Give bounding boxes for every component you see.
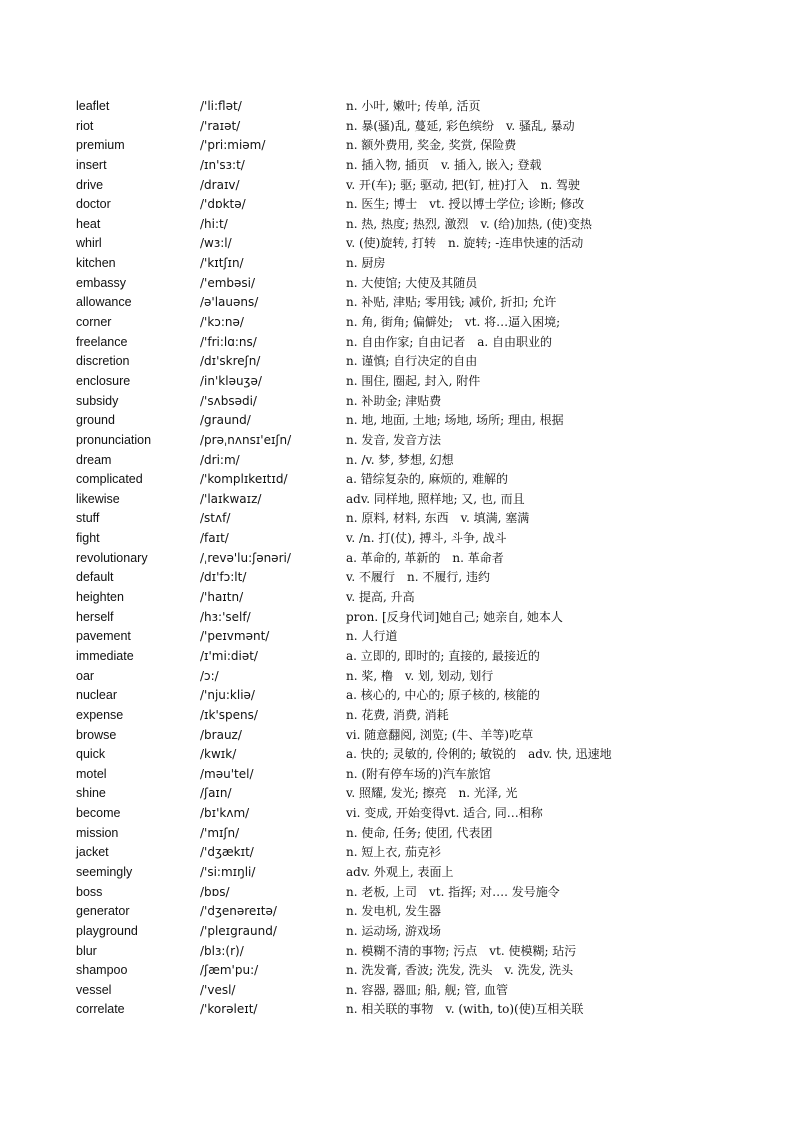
vocab-phonetic: /kwɪk/ xyxy=(200,747,237,762)
vocab-definition: v. 照耀, 发光; 擦亮 n. 光泽, 光 xyxy=(346,786,518,801)
vocab-definition: n. 相关联的事物 v. (with, to)(使)互相关联 xyxy=(346,1002,584,1017)
vocab-word: jacket xyxy=(76,845,109,860)
vocab-word: immediate xyxy=(76,648,134,663)
vocab-word: heighten xyxy=(76,590,124,605)
vocab-row xyxy=(76,922,776,942)
vocab-row xyxy=(76,313,776,333)
vocab-phonetic: /'vesl/ xyxy=(200,982,236,997)
vocab-row xyxy=(76,627,776,647)
vocab-word: blur xyxy=(76,943,97,958)
vocab-definition: n. 大使馆; 大使及其随员 xyxy=(346,275,478,290)
vocab-phonetic: /ʃaɪn/ xyxy=(200,786,232,801)
vocab-row xyxy=(76,1000,776,1020)
vocab-definition: n. 补助金; 津贴费 xyxy=(346,393,442,408)
vocab-row xyxy=(76,981,776,1001)
vocab-row xyxy=(76,942,776,962)
vocab-word: quick xyxy=(76,747,106,762)
vocab-row xyxy=(76,902,776,922)
vocab-phonetic: /ɪk'spens/ xyxy=(200,707,258,722)
vocab-phonetic: /hi:t/ xyxy=(200,216,228,231)
vocab-word: stuff xyxy=(76,511,100,526)
vocab-definition: a. 革命的, 革新的 n. 革命者 xyxy=(346,550,504,565)
vocab-phonetic: /'fri:lɑ:ns/ xyxy=(200,334,257,349)
vocab-phonetic: /dri:m/ xyxy=(200,452,240,467)
vocab-word: oar xyxy=(76,668,95,683)
vocab-definition: a. 核心的, 中心的; 原子核的, 核能的 xyxy=(346,688,540,703)
vocab-row xyxy=(76,784,776,804)
vocab-word: seemingly xyxy=(76,864,133,879)
vocab-row xyxy=(76,745,776,765)
vocab-row xyxy=(76,431,776,451)
vocab-phonetic: /'dɒktə/ xyxy=(200,197,246,212)
vocab-word: generator xyxy=(76,904,130,919)
vocab-definition: n. 厨房 xyxy=(346,256,386,271)
vocab-word: vessel xyxy=(76,982,112,997)
vocab-row xyxy=(76,804,776,824)
vocab-definition: n. 花费, 消费, 消耗 xyxy=(346,707,449,722)
vocab-phonetic: /graund/ xyxy=(200,413,251,428)
vocab-word: doctor xyxy=(76,197,111,212)
vocab-row xyxy=(76,195,776,215)
vocab-definition: n. 容器, 器皿; 船, 舰; 管, 血管 xyxy=(346,982,508,997)
vocab-row xyxy=(76,451,776,471)
vocab-definition: v. 提高, 升高 xyxy=(346,590,415,605)
vocab-definition: vi. 变成, 开始变得vt. 适合, 同…相称 xyxy=(346,806,543,821)
vocab-word: leaflet xyxy=(76,99,110,113)
vocab-word: boss xyxy=(76,884,103,899)
vocab-definition: n. 洗发膏, 香波; 洗发, 洗头 v. 洗发, 洗头 xyxy=(346,963,574,978)
vocab-word: heat xyxy=(76,216,101,231)
vocab-phonetic: /ˌrevə'lu:ʃənəri/ xyxy=(200,550,291,565)
vocab-definition: n. 自由作家; 自由记者 a. 自由职业的 xyxy=(346,334,552,349)
vocab-definition: n. 谨慎; 自行决定的自由 xyxy=(346,354,478,369)
vocab-row xyxy=(76,136,776,156)
vocab-phonetic: /dɪ'fɔ:lt/ xyxy=(200,570,247,585)
vocab-word: freelance xyxy=(76,334,128,349)
vocab-word: discretion xyxy=(76,354,130,369)
vocab-word: likewise xyxy=(76,491,120,506)
vocab-row xyxy=(76,293,776,313)
vocab-definition: n. 老板, 上司 vt. 指挥; 对…. 发号施令 xyxy=(346,884,560,899)
vocab-word: become xyxy=(76,806,121,821)
vocab-row xyxy=(76,686,776,706)
vocab-phonetic: /faɪt/ xyxy=(200,531,229,546)
vocab-row xyxy=(76,254,776,274)
vocab-word: browse xyxy=(76,727,117,742)
vocab-definition: a. 错综复杂的, 麻烦的, 难解的 xyxy=(346,472,509,487)
vocab-definition: n. /v. 梦, 梦想, 幻想 xyxy=(346,452,454,467)
vocab-row xyxy=(76,490,776,510)
vocab-definition: n. 补贴, 津贴; 零用钱; 减价, 折扣; 允许 xyxy=(346,295,557,310)
vocab-phonetic: /prəˌnʌnsɪ'eɪʃn/ xyxy=(200,432,292,447)
vocab-definition: n. 热, 热度; 热烈, 激烈 v. (给)加热, (使)变热 xyxy=(346,216,592,231)
vocab-word: embassy xyxy=(76,275,127,290)
vocab-row xyxy=(76,843,776,863)
vocabulary-list xyxy=(76,97,776,1020)
vocab-phonetic: /draɪv/ xyxy=(200,177,240,192)
vocab-row xyxy=(76,470,776,490)
vocab-word: mission xyxy=(76,825,119,840)
vocab-row xyxy=(76,411,776,431)
vocab-phonetic: /'dʒenəreɪtə/ xyxy=(200,904,277,919)
vocab-word: enclosure xyxy=(76,373,131,388)
vocab-definition: v. 开(车); 驱; 驱动, 把(钉, 桩)打入 n. 驾驶 xyxy=(346,177,581,192)
vocab-row xyxy=(76,529,776,549)
vocab-phonetic: /'si:mɪŋli/ xyxy=(200,864,256,879)
vocab-definition: n. 发电机, 发生器 xyxy=(346,904,441,919)
vocab-row xyxy=(76,117,776,137)
vocab-word: insert xyxy=(76,157,107,172)
vocab-word: kitchen xyxy=(76,256,116,271)
vocab-phonetic: /'pri:miəm/ xyxy=(200,138,266,153)
vocab-phonetic: /'dʒækɪt/ xyxy=(200,845,254,860)
vocab-definition: n. 插入物, 插页 v. 插入, 嵌入; 登载 xyxy=(346,157,542,172)
vocab-phonetic: /dɪ'skreʃn/ xyxy=(200,354,261,369)
vocab-row xyxy=(76,274,776,294)
vocab-phonetic: /'komplɪkeɪtɪd/ xyxy=(200,472,288,487)
vocab-row xyxy=(76,647,776,667)
vocab-row xyxy=(76,883,776,903)
vocab-phonetic: /wɜ:l/ xyxy=(200,236,232,251)
vocab-definition: n. 地, 地面, 土地; 场地, 场所; 理由, 根据 xyxy=(346,413,564,428)
vocab-row xyxy=(76,667,776,687)
vocab-row xyxy=(76,824,776,844)
vocab-phonetic: /'embəsi/ xyxy=(200,275,256,290)
vocab-definition: a. 立即的, 即时的; 直接的, 最接近的 xyxy=(346,648,540,663)
vocab-row xyxy=(76,392,776,412)
vocab-row xyxy=(76,961,776,981)
vocab-word: expense xyxy=(76,707,124,722)
vocab-row xyxy=(76,509,776,529)
vocab-row xyxy=(76,568,776,588)
vocab-row xyxy=(76,549,776,569)
vocab-definition: n. 角, 街角; 偏僻处; vt. 将…逼入困境; xyxy=(346,315,561,330)
vocab-phonetic: /'haɪtn/ xyxy=(200,590,244,605)
vocab-phonetic: /bɪ'kʌm/ xyxy=(200,806,250,821)
vocab-definition: n. 原料, 材料, 东西 v. 填满, 塞满 xyxy=(346,511,530,526)
vocab-phonetic: /ʃæm'pu:/ xyxy=(200,963,259,978)
vocab-word: fight xyxy=(76,531,100,546)
vocab-word: pronunciation xyxy=(76,432,152,447)
vocab-phonetic: /hɜ:'self/ xyxy=(200,609,251,624)
vocab-phonetic: /stʌf/ xyxy=(200,511,231,526)
vocab-phonetic: /'kɪtʃɪn/ xyxy=(200,256,244,271)
vocab-phonetic: /'pleɪgraund/ xyxy=(200,923,277,938)
vocab-word: revolutionary xyxy=(76,550,148,565)
vocab-phonetic: /'kɔ:nə/ xyxy=(200,315,244,330)
vocab-definition: v. (使)旋转, 打转 n. 旋转; -连串快速的活动 xyxy=(346,236,584,251)
vocab-definition: n. 桨, 橹 v. 划, 划动, 划行 xyxy=(346,668,494,683)
vocab-row xyxy=(76,352,776,372)
vocab-definition: v. 不履行 n. 不履行, 违约 xyxy=(346,570,490,585)
vocab-word: playground xyxy=(76,923,138,938)
vocab-row xyxy=(76,765,776,785)
vocab-phonetic: /'li:flət/ xyxy=(200,99,242,113)
vocab-word: herself xyxy=(76,609,114,624)
vocab-word: drive xyxy=(76,177,104,192)
vocab-word: shine xyxy=(76,786,106,801)
vocab-definition: n. 额外费用, 奖金, 奖赏, 保险费 xyxy=(346,138,517,153)
vocab-definition: n. 医生; 博士 vt. 授以博士学位; 诊断; 修改 xyxy=(346,197,585,212)
vocab-definition: adv. 同样地, 照样地; 又, 也, 而且 xyxy=(346,491,525,506)
vocab-phonetic: /ɪn'sɜ:t/ xyxy=(200,157,245,172)
vocab-definition: n. 发音, 发音方法 xyxy=(346,432,441,447)
vocab-phonetic: /'peɪvmənt/ xyxy=(200,629,270,644)
vocab-definition: n. 使命, 任务; 使团, 代表团 xyxy=(346,825,493,840)
vocab-definition: n. 模糊不清的事物; 污点 vt. 使模糊; 玷污 xyxy=(346,943,577,958)
vocab-phonetic: /blɜ:(r)/ xyxy=(200,943,244,958)
vocab-word: corner xyxy=(76,315,112,330)
vocab-word: complicated xyxy=(76,472,143,487)
vocab-word: riot xyxy=(76,118,94,133)
vocab-definition: n. (附有停车场的)汽车旅馆 xyxy=(346,766,491,781)
vocab-definition: a. 快的; 灵敏的, 伶俐的; 敏锐的 adv. 快, 迅速地 xyxy=(346,747,612,762)
vocab-word: allowance xyxy=(76,295,132,310)
vocab-definition: n. 围住, 圈起, 封入, 附件 xyxy=(346,373,481,388)
vocab-word: premium xyxy=(76,138,125,153)
vocab-phonetic: /ə'lauəns/ xyxy=(200,295,259,310)
vocab-definition: v. /n. 打(仗), 搏斗, 斗争, 战斗 xyxy=(346,531,507,546)
vocab-word: dream xyxy=(76,452,112,467)
vocab-phonetic: /'nju:kliə/ xyxy=(200,688,255,703)
vocab-word: subsidy xyxy=(76,393,119,408)
vocab-row xyxy=(76,333,776,353)
vocab-definition: vi. 随意翻阅, 浏览; (牛、羊等)吃草 xyxy=(346,727,534,742)
vocab-phonetic: /in'kləuʒə/ xyxy=(200,373,262,388)
vocab-row xyxy=(76,156,776,176)
vocab-row xyxy=(76,215,776,235)
vocab-phonetic: /ɪ'mi:diət/ xyxy=(200,648,258,663)
vocab-row xyxy=(76,608,776,628)
vocab-definition: n. 短上衣, 茄克衫 xyxy=(346,845,441,860)
vocab-row xyxy=(76,863,776,883)
vocab-word: whirl xyxy=(76,236,102,251)
vocab-phonetic: /'raɪət/ xyxy=(200,118,241,133)
vocab-phonetic: /'mɪʃn/ xyxy=(200,825,240,840)
vocab-word: ground xyxy=(76,413,115,428)
vocab-phonetic: /'korəleɪt/ xyxy=(200,1002,258,1017)
vocab-word: correlate xyxy=(76,1002,125,1017)
vocab-row xyxy=(76,234,776,254)
vocab-definition: pron. [反身代词]她自己; 她亲自, 她本人 xyxy=(346,609,563,624)
vocab-row xyxy=(76,588,776,608)
vocab-definition: n. 运动场, 游戏场 xyxy=(346,923,441,938)
vocab-word: shampoo xyxy=(76,963,128,978)
vocab-definition: n. 人行道 xyxy=(346,629,398,644)
vocab-phonetic: /brauz/ xyxy=(200,727,242,742)
vocab-phonetic: /'sʌbsədi/ xyxy=(200,393,257,408)
vocab-phonetic: /ɔ:/ xyxy=(200,668,219,683)
vocab-word: default xyxy=(76,570,114,585)
vocab-phonetic: /məu'tel/ xyxy=(200,766,254,781)
vocab-phonetic: /bɒs/ xyxy=(200,884,230,899)
vocab-row xyxy=(76,726,776,746)
vocab-row xyxy=(76,97,776,117)
vocab-row xyxy=(76,176,776,196)
vocab-definition: n. 暴(骚)乱, 蔓延, 彩色缤纷 v. 骚乱, 暴动 xyxy=(346,118,575,133)
vocab-row xyxy=(76,706,776,726)
vocab-word: nuclear xyxy=(76,688,117,703)
vocab-word: pavement xyxy=(76,629,131,644)
vocab-definition: adv. 外观上, 表面上 xyxy=(346,864,454,879)
vocab-row xyxy=(76,372,776,392)
vocab-phonetic: /'laɪkwaɪz/ xyxy=(200,491,262,506)
vocab-definition: n. 小叶, 嫩叶; 传单, 活页 xyxy=(346,99,481,113)
vocab-word: motel xyxy=(76,766,107,781)
